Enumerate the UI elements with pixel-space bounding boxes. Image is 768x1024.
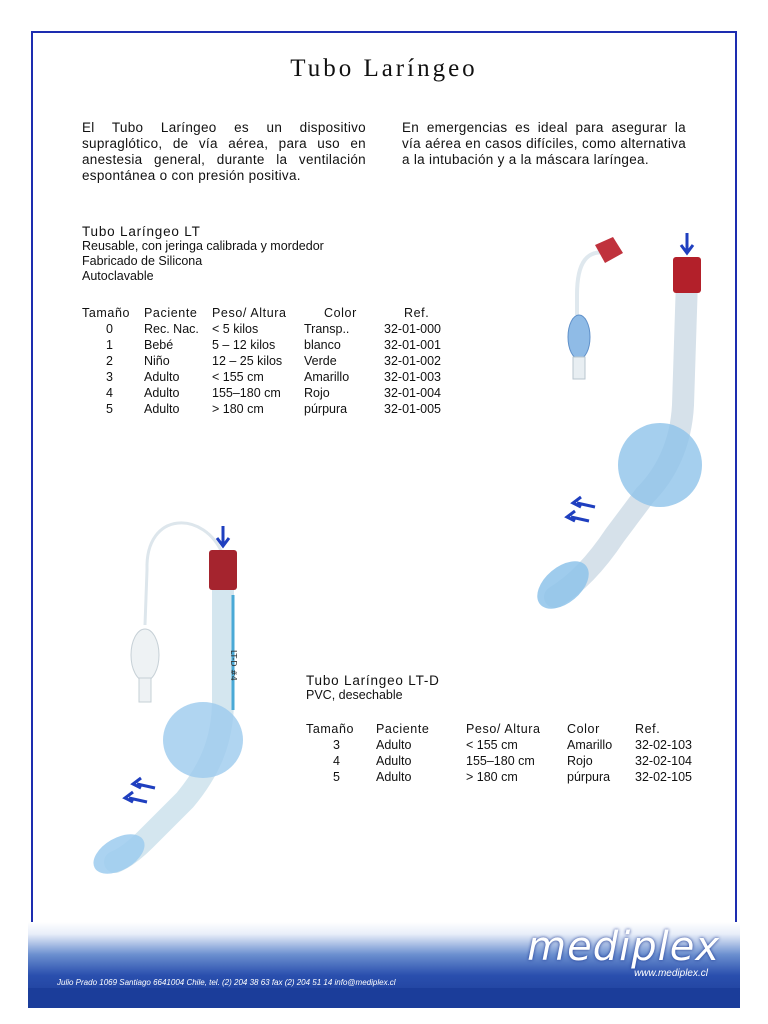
weight-cell: 12 – 25 kilos xyxy=(212,354,283,368)
column-header: Tamaño xyxy=(306,722,355,736)
column-header: Color xyxy=(567,722,600,736)
red-cap xyxy=(595,237,623,263)
column-header: Tamaño xyxy=(82,306,131,320)
lt-title: Tubo Laríngeo LT xyxy=(82,224,201,239)
arrow-left-icon xyxy=(567,511,589,521)
arrow-down-icon xyxy=(681,233,693,253)
color-cell: Amarillo xyxy=(304,370,350,384)
table-header-row xyxy=(306,721,707,737)
table-row xyxy=(82,385,464,401)
lt-line: Autoclavable xyxy=(82,269,154,283)
page-title: Tubo Laríngeo xyxy=(290,55,478,82)
column-header: Peso/ Altura xyxy=(466,722,541,736)
lt-spec-table xyxy=(82,305,464,417)
intro-left-paragraph: El Tubo Laríngeo es un dispositivo supraglótico, de vía aérea, para uso en anestesia general, durante la ventilación espontánea o con presión positiva. xyxy=(82,120,366,183)
ref-cell: 32-02-104 xyxy=(635,754,692,768)
patient-cell: Adulto xyxy=(144,386,180,400)
intro-right-paragraph: En emergencias es ideal para asegurar la vía aérea en casos difíciles, como alternativa a la intubación y a la máscara laríngea. xyxy=(402,120,686,167)
color-cell: Amarillo xyxy=(567,738,613,752)
color-cell: blanco xyxy=(304,338,341,352)
size-cell: 4 xyxy=(106,386,113,400)
ref-cell: 32-02-105 xyxy=(635,770,692,784)
weight-cell: 155–180 cm xyxy=(212,386,281,400)
ltd-line: PVC, desechable xyxy=(306,688,403,702)
table-row xyxy=(82,353,464,369)
column-header: Paciente xyxy=(144,306,198,320)
table-header-row xyxy=(82,305,464,321)
patient-cell: Adulto xyxy=(144,370,180,384)
column-header: Color xyxy=(324,306,357,320)
brand-logo: mediplex xyxy=(527,924,720,970)
lt-line: Reusable, con jeringa calibrada y mordedor xyxy=(82,239,324,253)
tube-connector xyxy=(209,550,237,590)
ref-cell: 32-01-000 xyxy=(384,322,441,336)
color-cell: púrpura xyxy=(567,770,611,784)
size-cell: 3 xyxy=(333,738,340,752)
weight-cell: < 5 kilos xyxy=(212,322,259,336)
proximal-cuff xyxy=(618,423,702,507)
arrow-left-icon xyxy=(133,778,155,788)
ref-cell: 32-01-004 xyxy=(384,386,441,400)
weight-cell: 155–180 cm xyxy=(466,754,535,768)
patient-cell: Adulto xyxy=(376,770,412,784)
color-cell: púrpura xyxy=(304,402,348,416)
footer-banner xyxy=(28,922,740,1008)
weight-cell: < 155 cm xyxy=(212,370,264,384)
weight-cell: < 155 cm xyxy=(466,738,518,752)
pilot-valve xyxy=(139,678,151,702)
lt-tube-image xyxy=(515,225,715,615)
arrow-left-icon xyxy=(125,792,147,802)
table-row xyxy=(82,337,464,353)
arrow-left-icon xyxy=(573,497,595,507)
size-cell: 4 xyxy=(333,754,340,768)
patient-cell: Adulto xyxy=(376,754,412,768)
size-cell: 1 xyxy=(106,338,113,352)
tube-size-label: LT-D #4 xyxy=(229,650,238,681)
contact-address: Julio Prado 1069 Santiago 6641004 Chile, tel. (2) 204 38 63 fax (2) 204 51 14 info@mediplex.cl xyxy=(57,978,396,987)
proximal-cuff xyxy=(163,702,243,778)
arrow-down-icon xyxy=(217,526,229,546)
weight-cell: > 180 cm xyxy=(466,770,518,784)
pilot-balloon xyxy=(131,629,159,681)
weight-cell: > 180 cm xyxy=(212,402,264,416)
patient-cell: Adulto xyxy=(144,402,180,416)
table-row xyxy=(306,753,707,769)
column-header: Ref. xyxy=(635,722,661,736)
size-cell: 2 xyxy=(106,354,113,368)
ref-cell: 32-01-003 xyxy=(384,370,441,384)
table-row xyxy=(306,769,707,785)
ref-cell: 32-01-005 xyxy=(384,402,441,416)
footer-band xyxy=(28,988,740,1008)
tube-connector xyxy=(673,257,701,293)
pilot-balloon xyxy=(568,315,590,359)
lt-line: Fabricado de Silicona xyxy=(82,254,203,268)
size-cell: 5 xyxy=(333,770,340,784)
color-cell: Rojo xyxy=(567,754,593,768)
patient-cell: Bebé xyxy=(144,338,174,352)
lt-section xyxy=(82,224,324,284)
ref-cell: 32-01-002 xyxy=(384,354,441,368)
column-header: Paciente xyxy=(376,722,430,736)
pilot-line xyxy=(577,252,615,315)
ltd-title: Tubo Laríngeo LT-D xyxy=(306,673,440,688)
size-cell: 3 xyxy=(106,370,113,384)
ref-cell: 32-01-001 xyxy=(384,338,441,352)
color-cell: Rojo xyxy=(304,386,330,400)
ltd-spec-table xyxy=(306,721,707,785)
table-row xyxy=(306,737,707,753)
table-row xyxy=(82,321,464,337)
color-cell: Verde xyxy=(304,354,337,368)
weight-cell: 5 – 12 kilos xyxy=(212,338,276,352)
column-header: Ref. xyxy=(404,306,430,320)
color-cell: Transp.. xyxy=(304,322,350,336)
website-text: www.mediplex.cl xyxy=(634,968,708,979)
patient-cell: Rec. Nac. xyxy=(144,322,199,336)
patient-cell: Adulto xyxy=(376,738,412,752)
table-row xyxy=(82,369,464,385)
size-cell: 5 xyxy=(106,402,113,416)
pilot-valve xyxy=(573,357,585,379)
ltd-section xyxy=(306,673,440,703)
column-header: Peso/ Altura xyxy=(212,306,287,320)
ref-cell: 32-02-103 xyxy=(635,738,692,752)
size-cell: 0 xyxy=(106,322,113,336)
ltd-tube-image xyxy=(85,510,285,880)
patient-cell: Niño xyxy=(144,354,170,368)
table-row xyxy=(82,401,464,417)
